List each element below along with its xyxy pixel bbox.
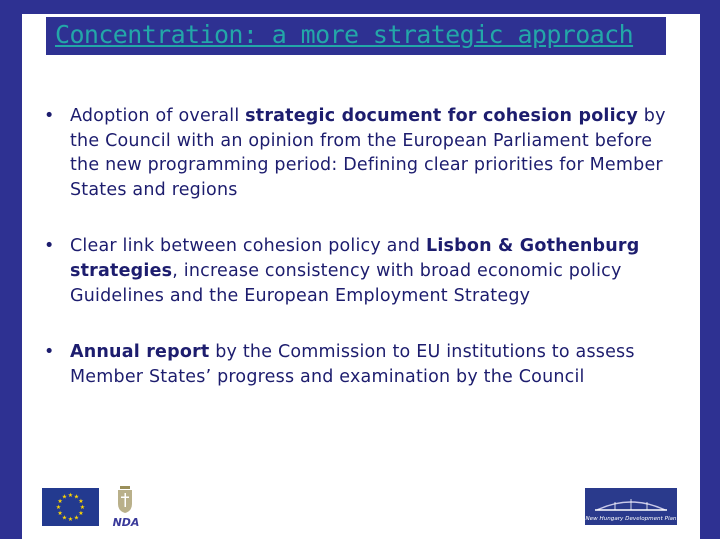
svg-text:★: ★ [57, 498, 63, 505]
frame-right-border [700, 0, 720, 539]
bullet-text-part: Clear link between cohesion policy and [70, 236, 426, 257]
bullet-item [42, 234, 682, 308]
svg-text:★: ★ [57, 510, 63, 517]
bullet-item [42, 104, 682, 202]
bullet-symbol: • [44, 106, 55, 126]
nda-label: NDA [112, 516, 140, 528]
svg-text:★: ★ [79, 504, 86, 511]
svg-text:★: ★ [61, 514, 68, 522]
hungarian-crest-icon [110, 484, 144, 528]
bullet-text-part: , increase consistency with broad economic policy Guidelines and the European Employment Strategy [70, 260, 622, 306]
eu-flag-logo [42, 488, 99, 526]
nda-logo [110, 484, 144, 528]
svg-text:★: ★ [78, 498, 84, 505]
bullet-item [42, 340, 682, 389]
bullet-text-bold: Lisbon & Gothenburg strategies [70, 236, 640, 281]
bullet-symbol: • [44, 342, 55, 363]
plan-label: New Hungary Development Plan [585, 516, 677, 522]
slide-title: Concentration: a more strategic approach [55, 20, 634, 49]
development-plan-logo [585, 488, 677, 525]
bullet-text-part: Adoption of overall [70, 106, 246, 126]
bullet-text-part: by the Commission to EU institutions to assess Member States’ progress and examination by the Council [70, 342, 635, 387]
bullet-symbol: • [44, 236, 55, 257]
svg-text:★: ★ [73, 493, 80, 501]
bullet-text-part: by the Council with an opinion from the European Parliament before the new programming period: Defining clear priorities for Member States and regions [70, 106, 666, 200]
bullet-list [42, 104, 682, 421]
frame-left-border [0, 0, 22, 539]
bullet-text-bold: Annual report [70, 342, 210, 363]
bullet-text-bold: strategic document for cohesion policy [245, 106, 638, 126]
svg-text:★: ★ [73, 514, 80, 522]
svg-text:★: ★ [78, 510, 84, 517]
svg-text:★: ★ [67, 516, 74, 523]
svg-text:★: ★ [55, 504, 62, 511]
svg-text:★: ★ [61, 493, 68, 501]
frame-top-border [0, 0, 720, 14]
eu-stars-icon [42, 488, 99, 526]
svg-text:★: ★ [67, 492, 74, 499]
bridge-icon [585, 488, 677, 525]
